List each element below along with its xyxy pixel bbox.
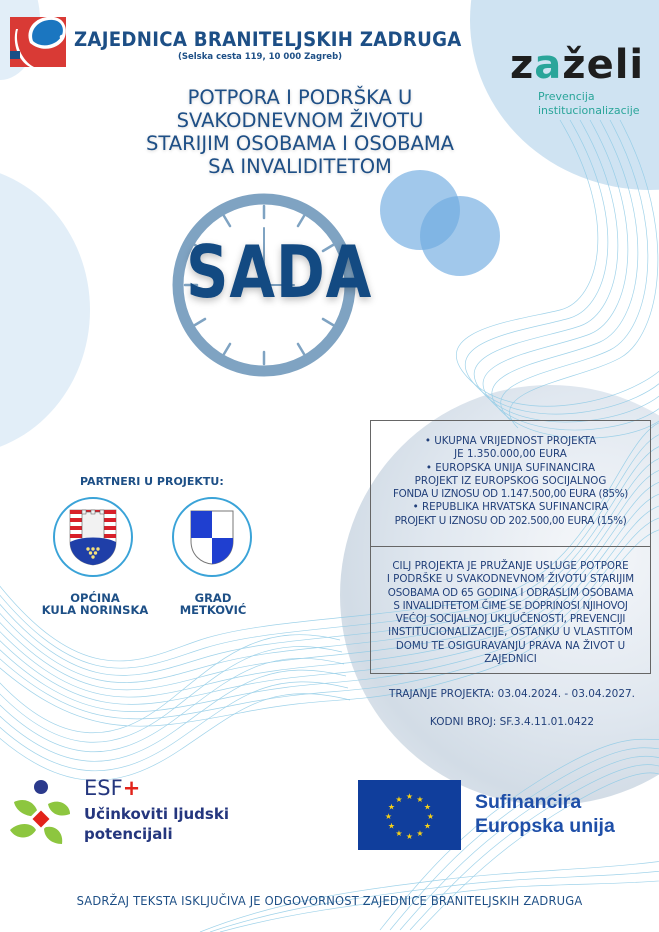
goal-line: CILJ PROJEKTA JE PRUŽANJE USLUGE POTPORE — [392, 560, 629, 572]
goal-line: S INVALIDITETOM ČIME SE DOPRINOSI NJIHOVOJ — [393, 599, 628, 612]
svg-text:★: ★ — [384, 812, 393, 821]
kula-norinska-coat-of-arms-icon — [68, 508, 118, 566]
zazeli-subtitle-line1: Prevencija — [538, 90, 595, 103]
eu-stars-icon — [358, 780, 461, 850]
zazeli-subtitle — [538, 90, 640, 118]
main-title-line: STARIJIM OSOBAMA I OSOBAMA — [145, 132, 454, 155]
funding-line: • REPUBLIKA HRVATSKA SUFINANCIRA — [412, 501, 609, 514]
esf-program-line: potencijali — [84, 825, 173, 843]
eu-flag-icon — [358, 780, 461, 850]
zazeli-logo-rest: želi — [562, 42, 645, 88]
funding-line: PROJEKT IZ EUROPSKOG SOCIJALNOG — [414, 474, 607, 487]
partner-name-line: METKOVIĆ — [179, 603, 247, 617]
partner-name-line: OPĆINA — [70, 591, 120, 605]
esf-plus-sign: + — [122, 776, 141, 800]
project-goal-box — [370, 546, 651, 674]
partners-heading: PARTNERI U PROJEKTU: — [80, 475, 224, 488]
svg-text:★: ★ — [426, 812, 435, 821]
svg-text:★: ★ — [423, 821, 432, 831]
zazeli-subtitle-line2: institucionalizacije — [538, 104, 640, 117]
funding-line: JE 1.350.000,00 EURA — [454, 448, 567, 461]
partner-name-kula-norinska — [30, 592, 160, 616]
zazeli-logo — [510, 42, 644, 88]
svg-text:★: ★ — [423, 802, 432, 812]
esf-title-text: ESF — [84, 776, 123, 800]
goal-line: INSTITUCIONALIZACIJE, OSTANKU U VLASTITOM — [388, 626, 633, 639]
main-title-line: POTPORA I PODRŠKA U — [187, 86, 413, 109]
main-title — [120, 86, 480, 178]
svg-text:★: ★ — [387, 821, 396, 831]
svg-text:★: ★ — [416, 795, 424, 804]
funding-line: • EUROPSKA UNIJA SUFINANCIRA — [425, 461, 596, 474]
org-address: (Selska cesta 119, 10 000 Zagreb) — [178, 52, 343, 62]
goal-line: I PODRŠKE U SVAKODNEVNOM ŽIVOTU STARIJIM — [386, 573, 635, 586]
project-duration: TRAJANJE PROJEKTA: 03.04.2024. - 03.04.2027. — [388, 688, 636, 700]
partner-crest-metkovic — [172, 497, 252, 577]
goal-line: ZAJEDNICI — [484, 653, 537, 666]
esf-program-name — [84, 804, 229, 844]
svg-text:★: ★ — [395, 829, 403, 838]
funding-info-box — [370, 420, 651, 546]
org-name: ZAJEDNICA BRANITELJSKIH ZADRUGA — [74, 28, 462, 51]
main-title-line: SVAKODNEVNOM ŽIVOTU — [176, 109, 424, 132]
funding-line: • UKUPNA VRIJEDNOST PROJEKTA — [424, 435, 597, 447]
svg-text:★: ★ — [405, 792, 414, 801]
svg-text:★: ★ — [387, 802, 396, 812]
funding-line: FONDA U IZNOSU OD 1.147.500,00 EURA (85%) — [393, 488, 628, 501]
zazeli-logo-z: z — [510, 42, 535, 88]
eu-cofunded-text — [475, 790, 615, 838]
esf-program-line: Učinkoviti ljudski — [84, 805, 229, 823]
metkovic-coat-of-arms-icon — [189, 509, 235, 565]
goal-line: OSOBAMA OD 65 GODINA I ODRASLIM OSOBAMA — [387, 586, 634, 599]
disclaimer-footer: SADRŽAJ TEKSTA ISKLJUČIVA JE ODGOVORNOST ZAJEDNICE BRANITELJSKIH ZADRUGA — [76, 893, 583, 908]
esf-title — [84, 776, 140, 800]
project-code: KODNI BROJ: SF.3.4.11.01.0422 — [429, 716, 595, 728]
goal-line: DOMU TE OSIGURAVANJU PRAVA NA ŽIVOT U — [395, 639, 626, 652]
svg-text:★: ★ — [416, 829, 424, 838]
partner-crest-kula-norinska — [53, 497, 133, 577]
funding-line: PROJEKT U IZNOSU OD 202.500,00 EURA (15%) — [394, 514, 627, 527]
main-title-line: SA INVALIDITETOM — [208, 155, 392, 178]
zbz-logo-icon — [10, 13, 68, 69]
esf-logo-icon — [8, 778, 72, 850]
svg-text:★: ★ — [405, 832, 414, 841]
partner-name-line: GRAD — [194, 591, 232, 605]
partner-name-metkovic — [168, 592, 258, 616]
partner-name-line: KULA NORINSKA — [41, 603, 149, 617]
svg-text:★: ★ — [395, 795, 403, 804]
zazeli-logo-accent-a: a — [534, 42, 563, 88]
eu-text-line: Sufinancira — [475, 791, 582, 813]
eu-text-line: Europska unija — [475, 815, 615, 837]
project-name: SADA — [186, 230, 373, 314]
goal-line: VEĆOJ SOCIJALNOJ UKLJUČENOSTI, PREVENCIJI — [395, 613, 626, 626]
